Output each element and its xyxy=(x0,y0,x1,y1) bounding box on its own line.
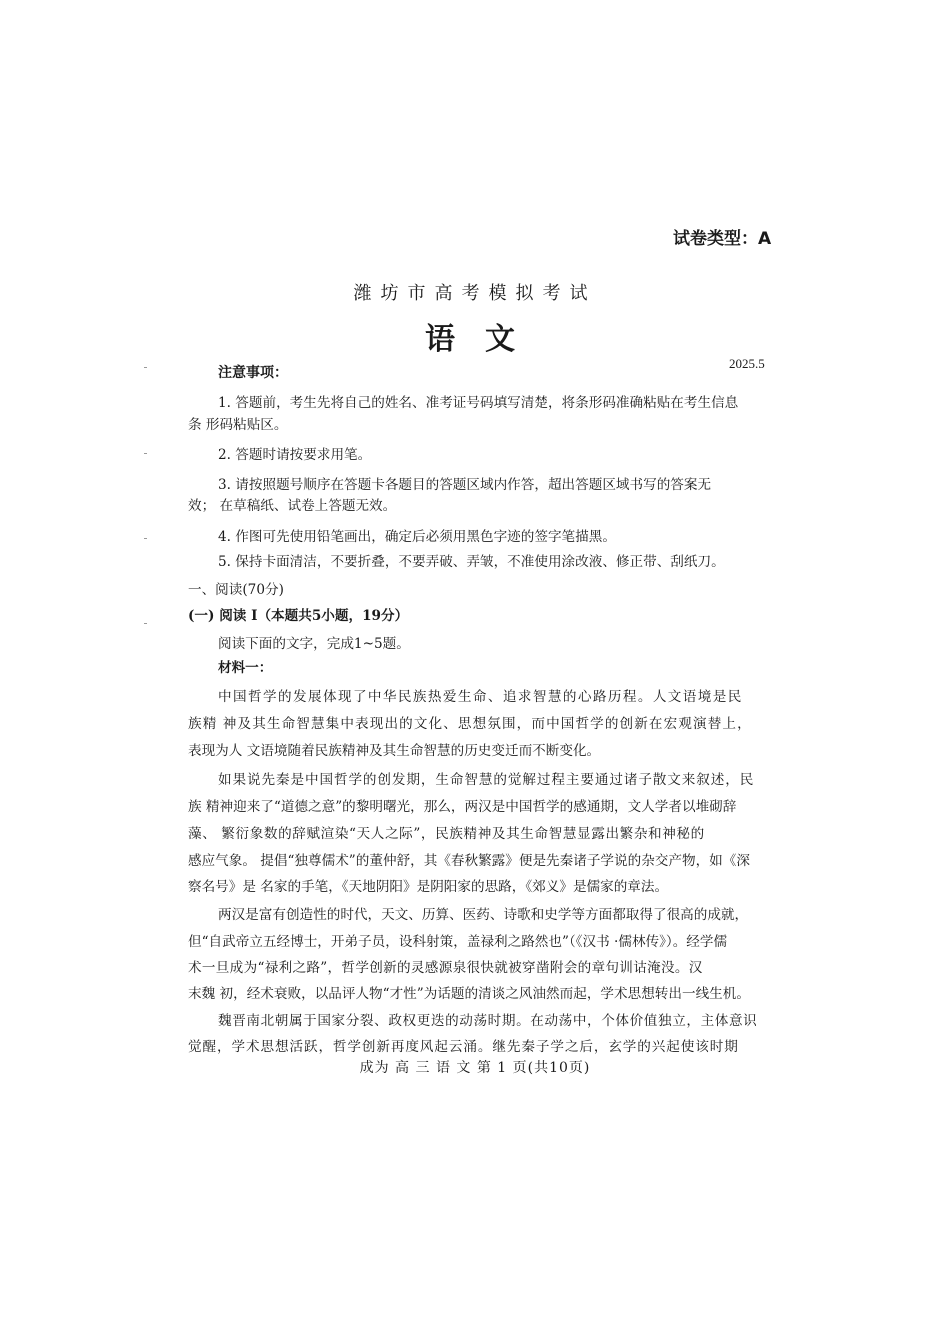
passage-line: 感应气象。 提倡“独尊儒术”的董仲舒，其《春秋繁露》便是先秦诸子学说的杂交产物，如《深 xyxy=(188,853,750,869)
passage-line: 魏晋南北朝属于国家分裂、政权更迭的动荡时期。在动荡中，个体价值独立，主体意识 xyxy=(218,1013,758,1029)
exam-date: 2025.5 xyxy=(729,356,765,371)
passage-line: 末魏 初，经术衰败，以品评人物“才性”为话题的清谈之风油然而起，学术思想转出一线生机。 xyxy=(188,986,750,1002)
section-title: 一、阅读(70分) xyxy=(188,582,284,598)
section-subtitle: (一) 阅读 I（本题共5小题，19分） xyxy=(188,608,409,624)
paper-type-label: 试卷类型：A xyxy=(673,229,772,249)
passage-line: 觉醒，学术思想活跃，哲学创新再度风起云涌。继先秦子学之后，玄学的兴起使该时期 xyxy=(188,1039,739,1055)
passage-line: 两汉是富有创造性的时代，天文、历算、医药、诗歌和史学等方面都取得了很高的成就， xyxy=(218,907,749,923)
notice-heading: 注意事项： xyxy=(218,365,288,381)
passage-line: 但“自武帝立五经博士，开弟子员，设科射策，盖禄利之路然也”（《汉书 ·儒林传》）。经学儒 xyxy=(188,934,728,950)
margin-mark xyxy=(144,623,147,624)
passage-line: 术一旦成为“禄利之路”，哲学创新的灵感源泉很快就被穿凿附会的章句训诂淹没。汉 xyxy=(188,960,703,976)
notice-item-1-line-1: 1. 答题前，考生先将自己的姓名、准考证号码填写清楚，将条形码准确粘贴在考生信息 xyxy=(218,395,739,411)
notice-item-1-line-2: 条 形码粘贴区。 xyxy=(188,417,288,433)
margin-mark xyxy=(144,453,147,454)
passage-line: 察名号》是 名家的手笔，《天地阴阳》是阴阳家的思路，《郊义》是儒家的章法。 xyxy=(188,879,669,895)
passage-line: 藻、 繁衍象数的辞赋渲染“天人之际”，民族精神及其生命智慧显露出繁杂和神秘的 xyxy=(188,826,705,842)
section-instruction: 阅读下面的文字，完成1~5题。 xyxy=(218,636,410,652)
margin-mark xyxy=(144,367,147,368)
notice-item-4: 4. 作图可先使用铅笔画出，确定后必须用黑色字迹的签字笔描黑。 xyxy=(218,529,616,545)
passage-line: 族 精神迎来了“道德之意”的黎明曙光，那么，两汉是中国哲学的感通期，文人学者以堆砌辞 xyxy=(188,799,737,815)
exam-title: 潍坊市高考模拟考试 xyxy=(353,283,597,304)
subject-title: 语文 xyxy=(425,322,545,357)
material-label: 材料一： xyxy=(218,660,273,676)
passage-line: 中国哲学的发展体现了中华民族热爱生命、追求智慧的心路历程。人文语境是民 xyxy=(218,689,743,705)
margin-mark xyxy=(144,538,147,539)
notice-item-5: 5. 保持卡面清洁，不要折叠，不要弄破、弄皱，不准使用涂改液、修正带、刮纸刀。 xyxy=(218,554,725,570)
notice-item-3-line-2: 效； 在草稿纸、试卷上答题无效。 xyxy=(188,498,397,514)
notice-item-2: 2. 答题时请按要求用笔。 xyxy=(218,447,372,463)
passage-line: 表现为人 文语境随着民族精神及其生命智慧的历史变迁而不断变化。 xyxy=(188,743,601,759)
passage-line: 族精 神及其生命智慧集中表现出的文化、思想氛围，而中国哲学的创新在宏观演替上， xyxy=(188,716,752,732)
page-footer: 成为 高 三 语 文 第 1 页(共10页) xyxy=(359,1060,591,1076)
passage-line: 如果说先秦是中国哲学的创发期，生命智慧的觉解过程主要通过诸子散文来叙述，民 xyxy=(218,772,755,788)
notice-item-3-line-1: 3. 请按照题号顺序在答题卡各题目的答题区域内作答，超出答题区域书写的答案无 xyxy=(218,477,712,493)
